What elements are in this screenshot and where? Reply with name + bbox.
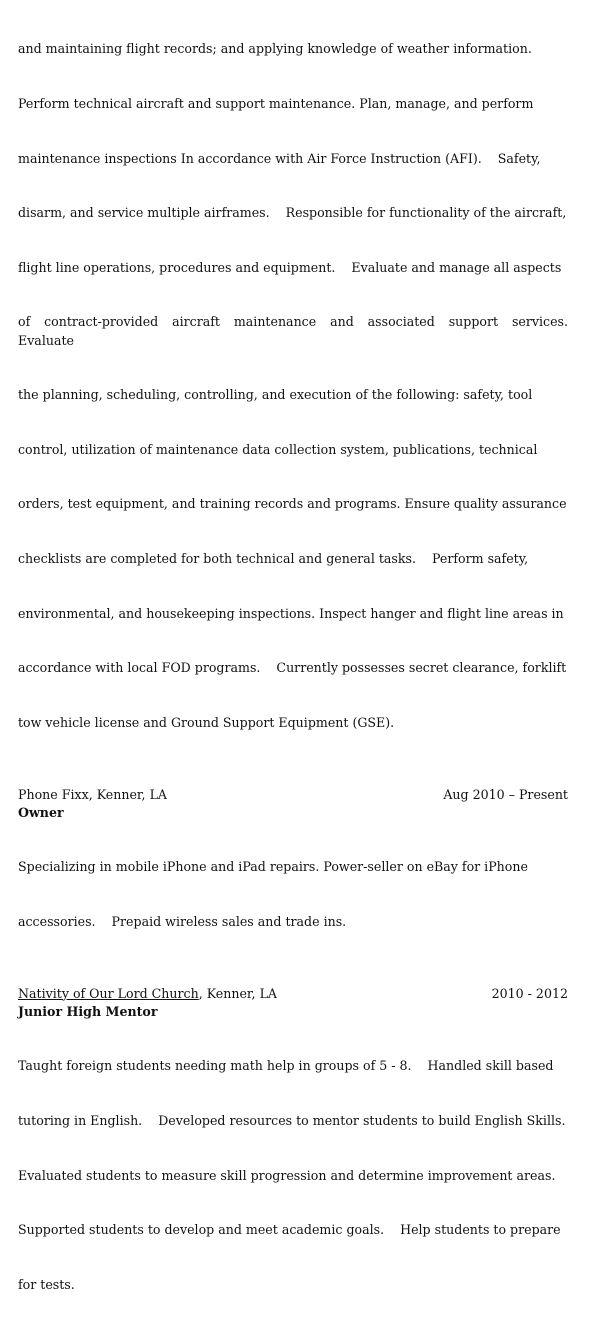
paragraph-line: maintenance inspections In accordance with Air Force Instruction (AFI). Safety, (18, 150, 541, 166)
paragraph-line: and maintaining flight records; and applying knowledge of weather information. (18, 41, 532, 57)
paragraph-line: the planning, scheduling, controlling, and execution of the following: safety, tool (18, 387, 533, 403)
section-gap (18, 968, 568, 985)
paragraph-line: control, utilization of maintenance data collection system, publications, technical (18, 441, 538, 457)
job-dates: 2010 - 2012 (491, 985, 568, 1001)
job-location: , Kenner, LA (198, 985, 278, 1001)
job-org-link[interactable]: Nativity of Our Lord Church (18, 985, 199, 1001)
experience-paragraph-aircraft (18, 4, 585, 769)
description-line: tutoring in English. Developed resources to mentor students to build English Skills. (18, 1112, 566, 1128)
paragraph-line: Perform technical aircraft and support maintenance. Plan, manage, and perform (18, 96, 534, 112)
job-org-location (18, 985, 277, 1003)
job-entry-phone-fixx (18, 786, 568, 968)
job-org: Phone Fixx (18, 786, 89, 802)
description-line: accessories. Prepaid wireless sales and trade ins. (18, 913, 347, 929)
paragraph-line: flight line operations, procedures and equipment. Evaluate and manage all aspects (18, 259, 562, 275)
paragraph-line: accordance with local FOD programs. Currently possesses secret clearance, forklift (18, 660, 567, 676)
paragraph-line: checklists are completed for both technical and general tasks. Perform safety, (18, 551, 529, 567)
job-header (18, 786, 568, 804)
job-title: Owner (18, 804, 64, 820)
job-entry-nativity-church (18, 985, 568, 1330)
paragraph-line: tow vehicle license and Ground Support Equipment (GSE). (18, 714, 395, 730)
paragraph-line: disarm, and service multiple airframes. Responsible for functionality of the aircraft, (18, 205, 567, 221)
description-line: Taught foreign students needing math help in groups of 5 - 8. Handled skill based (18, 1058, 554, 1074)
description-line: Supported students to develop and meet academic goals. Help students to prepare (18, 1222, 561, 1238)
description-line: Specializing in mobile iPhone and iPad repairs. Power-seller on eBay for iPhone (18, 859, 528, 875)
description-line: Evaluated students to measure skill progression and determine improvement areas. (18, 1167, 556, 1183)
job-title: Junior High Mentor (18, 1003, 158, 1019)
job-dates: Aug 2010 – Present (443, 786, 568, 802)
job-location: , Kenner, LA (88, 786, 168, 802)
job-header (18, 985, 568, 1003)
job-description (18, 822, 568, 968)
resume-page (18, 4, 585, 1330)
paragraph-line: environmental, and housekeeping inspections. Inspect hanger and flight line areas in (18, 605, 564, 621)
section-gap (18, 769, 568, 786)
job-description (18, 1021, 568, 1330)
job-org-location (18, 786, 167, 804)
paragraph-line: of contract-provided aircraft maintenance and associated support services. Evaluate (18, 314, 585, 348)
paragraph-line: orders, test equipment, and training records and programs. Ensure quality assurance (18, 496, 567, 512)
description-line: for tests. (18, 1276, 75, 1292)
